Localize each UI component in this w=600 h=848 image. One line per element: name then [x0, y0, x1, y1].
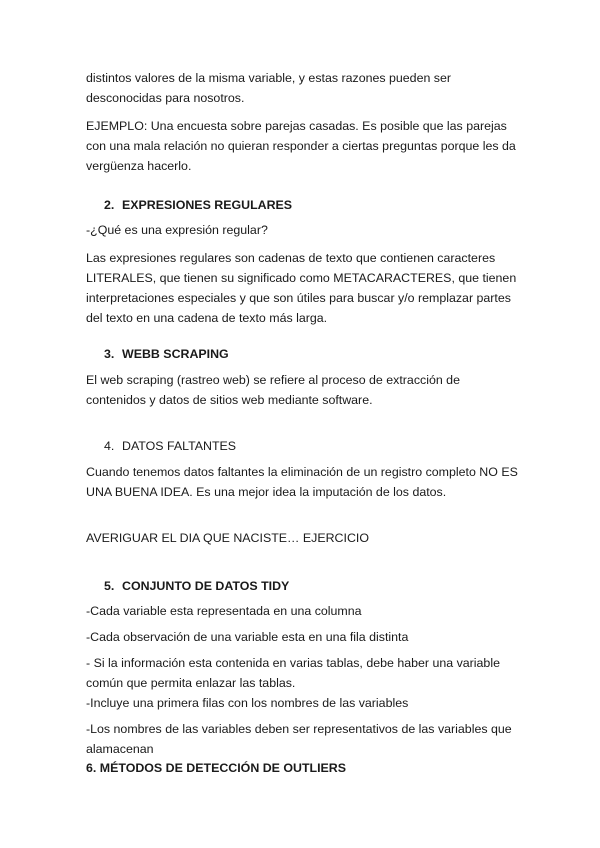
- heading-text: EXPRESIONES REGULARES: [122, 198, 293, 212]
- question-regex: -¿Qué es una expresión regular?: [86, 223, 268, 237]
- tidy-rule-1: -Cada variable esta representada en una columna: [86, 604, 362, 618]
- tidy-rule-5: -Los nombres de las variables deben ser representativos de las variables que alamacenan: [86, 722, 512, 756]
- heading-text: CONJUNTO DE DATOS TIDY: [122, 579, 290, 593]
- heading-text: DATOS FALTANTES: [122, 439, 237, 453]
- heading-number: 3.: [104, 347, 115, 361]
- paragraph-intro: distintos valores de la misma variable, y estas razones pueden ser desconocidas para nosotros.: [86, 71, 452, 105]
- paragraph-missing-data: Cuando tenemos datos faltantes la eliminación de un registro completo NO ES UNA BUENA IDEA. Es una mejor idea la imputación de los datos.: [86, 465, 518, 499]
- heading-number: 2.: [104, 198, 115, 212]
- heading-number: 4.: [104, 439, 115, 453]
- tidy-rule-3: - Si la información esta contenida en varias tablas, debe haber una variable común que permita enlazar las tablas.: [86, 656, 500, 690]
- paragraph-scraping: El web scraping (rastreo web) se refiere al proceso de extracción de contenidos y datos de sitios web mediante software.: [86, 373, 460, 407]
- heading-missing-data: [104, 436, 236, 456]
- heading-outlier-detection: 6. MÉTODOS DE DETECCIÓN DE OUTLIERS: [86, 761, 347, 775]
- heading-tidy-data: [104, 576, 289, 596]
- exercise-note: AVERIGUAR EL DIA QUE NACISTE… EJERCICIO: [86, 531, 369, 545]
- paragraph-regex: Las expresiones regulares son cadenas de texto que contienen caracteres LITERALES, que tienen su significado como METACARACTERES, que tienen interpretaciones especiales y que son útiles para buscar y/o remplazar partes del texto en una cadena de texto más larga.: [86, 251, 517, 325]
- heading-regular-expressions: [104, 195, 292, 215]
- heading-text: WEBB SCRAPING: [122, 347, 229, 361]
- heading-web-scraping: [104, 344, 229, 364]
- tidy-rule-2: -Cada observación de una variable esta en una fila distinta: [86, 630, 409, 644]
- tidy-rule-4: -Incluye una primera filas con los nombres de las variables: [86, 696, 409, 710]
- paragraph-example: EJEMPLO: Una encuesta sobre parejas casadas. Es posible que las parejas con una mala relación no quieran responder a ciertas preguntas porque les da vergüenza hacerlo.: [86, 119, 516, 173]
- heading-number: 5.: [104, 579, 115, 593]
